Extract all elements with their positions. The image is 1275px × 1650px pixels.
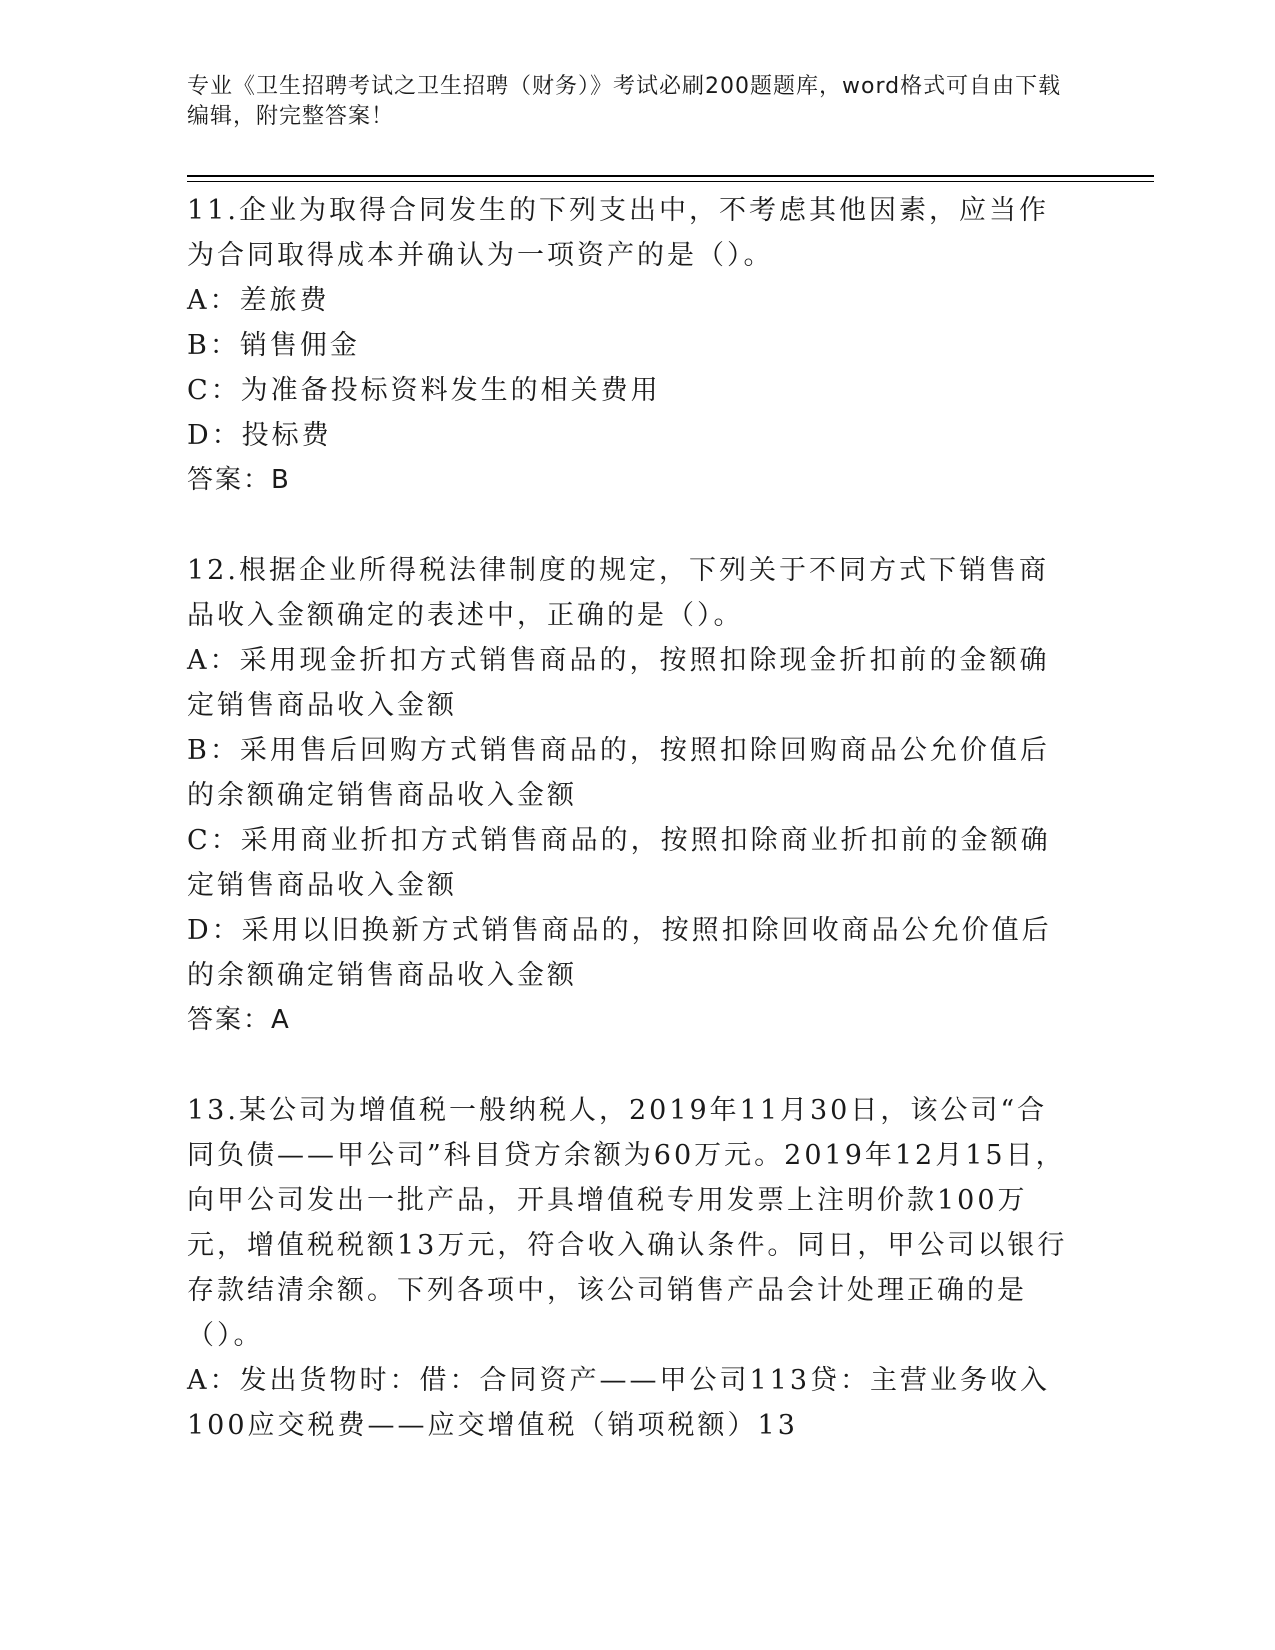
question-stem: 11.企业为取得合同发生的下列支出中，不考虑其他因素，应当作为合同取得成本并确认为一项资产的是（）。	[187, 195, 1049, 271]
header-divider-thin	[187, 181, 1154, 182]
option-b: B：采用售后回购方式销售商品的，按照扣除回购商品公允价值后的余额确定销售商品收入金额	[187, 735, 1050, 811]
option-a: A：采用现金折扣方式销售商品的，按照扣除现金折扣前的金额确定销售商品收入金额	[187, 645, 1050, 721]
question-stem: 12.根据企业所得税法律制度的规定，下列关于不同方式下销售商品收入金额确定的表述中，正确的是（）。	[187, 555, 1049, 631]
option-c: C：采用商业折扣方式销售商品的，按照扣除商业折扣前的金额确定销售商品收入金额	[187, 825, 1051, 901]
question-12	[187, 548, 1077, 1043]
document-header: 专业《卫生招聘考试之卫生招聘（财务）》考试必刷200题题库，word格式可自由下载编辑，附完整答案！	[187, 74, 1062, 129]
question-13	[187, 1088, 1077, 1448]
option-d: D：采用以旧换新方式销售商品的，按照扣除回收商品公允价值后的余额确定销售商品收入金额	[187, 915, 1052, 991]
option-a: A：发出货物时：借：合同资产——甲公司113贷：主营业务收入100应交税费——应交增值税（销项税额）13	[187, 1365, 1051, 1441]
option-a: A：差旅费	[187, 285, 330, 316]
question-stem: 13.某公司为增值税一般纳税人，2019年11月30日，该公司“合同负债——甲公司”科目贷方余额为60万元。2019年12月15日，向甲公司发出一批产品，开具增值税专用发票上注明价款100万元，增值税税额13万元，符合收入确认条件。同日，甲公司以银行存款结清余额。下列各项中，该公司销售产品会计处理正确的是（）。	[187, 1095, 1068, 1351]
option-d: D：投标费	[187, 420, 332, 451]
answer-line: 答案：B	[187, 465, 291, 495]
answer-line: 答案：A	[187, 1005, 291, 1035]
question-11	[187, 188, 1077, 503]
header-divider-thick	[187, 175, 1154, 177]
question-list	[187, 188, 1077, 1448]
option-c: C：为准备投标资料发生的相关费用	[187, 375, 661, 406]
option-b: B：销售佣金	[187, 330, 360, 361]
